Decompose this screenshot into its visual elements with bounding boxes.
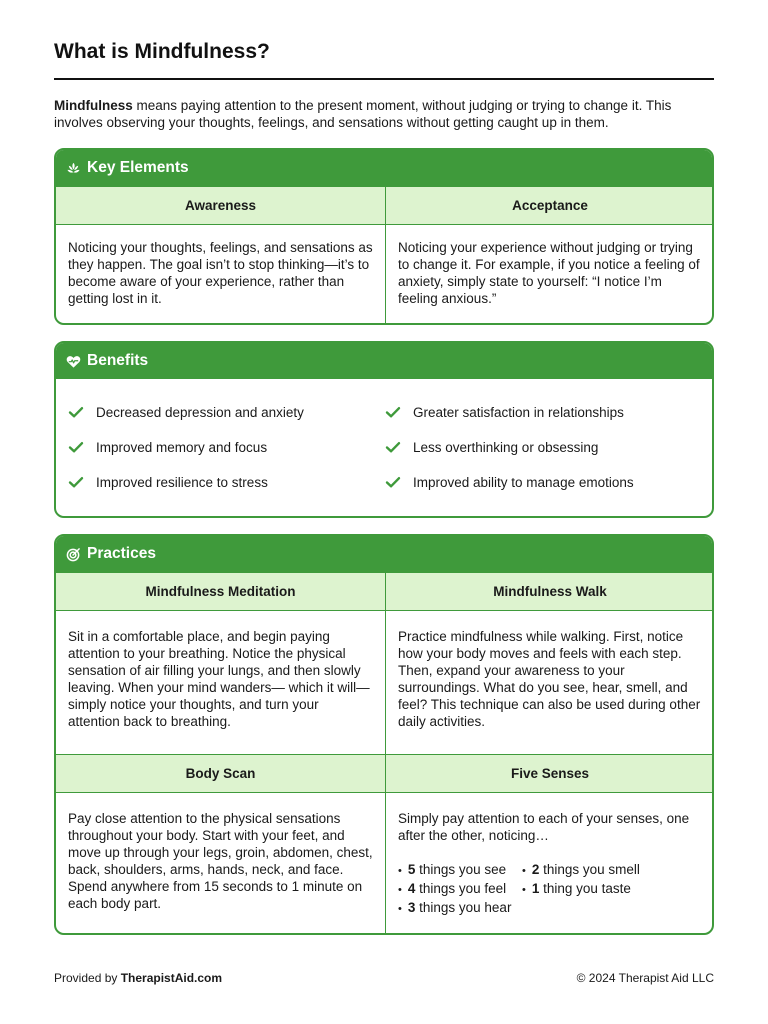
intro-paragraph xyxy=(54,97,714,131)
sense-label: things you see xyxy=(415,862,507,877)
practices-card xyxy=(54,534,714,935)
benefit-label: Improved ability to manage emotions xyxy=(413,474,634,490)
sense-item xyxy=(398,899,522,918)
awareness-heading: Awareness xyxy=(56,186,385,224)
five-senses-list xyxy=(398,861,702,918)
walk-heading: Mindfulness Walk xyxy=(385,572,714,610)
benefit-label: Improved memory and focus xyxy=(96,439,268,455)
benefits-header xyxy=(56,343,712,379)
benefit-item xyxy=(68,460,385,504)
sense-count: 3 xyxy=(407,900,416,915)
check-icon xyxy=(385,404,401,420)
practices-header xyxy=(56,536,712,572)
provided-by xyxy=(54,971,222,985)
sense-label: things you smell xyxy=(539,862,640,877)
check-icon xyxy=(68,439,84,455)
benefit-label: Improved resilience to stress xyxy=(96,474,268,490)
five-senses-text: Simply pay attention to each of your senses, one after the other, noticing… xyxy=(398,811,690,843)
sense-count: 2 xyxy=(531,862,540,877)
benefits-heading: Benefits xyxy=(87,352,149,369)
check-icon xyxy=(68,404,84,420)
acceptance-heading: Acceptance xyxy=(385,186,714,224)
heart-icon xyxy=(65,353,81,369)
key-elements-header xyxy=(56,150,712,186)
sense-label: thing you taste xyxy=(539,881,631,896)
target-icon xyxy=(65,546,81,562)
benefits-card xyxy=(54,341,714,518)
key-elements-heading: Key Elements xyxy=(87,159,189,176)
sense-item xyxy=(398,880,522,899)
body-scan-text: Pay close attention to the physical sensations throughout your body. Start with your feet, and move up through your legs, groin, abdomen, chest, back, shoulders, arms, hands, neck, and face. Spend anywhere from 15 seconds to 1 minute on each body part. xyxy=(56,792,385,935)
check-icon xyxy=(385,474,401,490)
brand-link[interactable]: TherapistAid.com xyxy=(120,971,223,985)
key-elements-card xyxy=(54,148,714,325)
practices-heading: Practices xyxy=(87,545,156,562)
sense-count: 1 xyxy=(531,881,540,896)
check-icon xyxy=(68,474,84,490)
provided-prefix: Provided by xyxy=(54,971,121,985)
page-footer xyxy=(54,971,714,985)
benefit-label: Less overthinking or obsessing xyxy=(413,439,599,455)
sense-label: things you hear xyxy=(415,900,512,915)
sense-item xyxy=(398,861,522,880)
five-senses-cell xyxy=(385,792,714,935)
benefit-label: Greater satisfaction in relationships xyxy=(413,404,624,420)
sense-item xyxy=(522,861,692,880)
benefit-label: Decreased depression and anxiety xyxy=(96,404,304,420)
copyright: © 2024 Therapist Aid LLC xyxy=(576,971,714,985)
sense-count: 5 xyxy=(407,862,416,877)
title-divider xyxy=(54,78,714,80)
sense-item xyxy=(522,880,692,899)
body-scan-heading: Body Scan xyxy=(56,754,385,792)
meditation-heading: Mindfulness Meditation xyxy=(56,572,385,610)
page-title: What is Mindfulness? xyxy=(54,40,270,63)
intro-text: means paying attention to the present moment, without judging or trying to change it. This involves observing your thoughts, feelings, and sensations without getting caught up in them. xyxy=(54,98,672,130)
intro-term: Mindfulness xyxy=(54,98,133,113)
awareness-text: Noticing your thoughts, feelings, and sensations as they happen. The goal isn’t to stop thinking—it’s to become aware of your experience, rather than getting lost in it. xyxy=(56,224,385,323)
meditation-text: Sit in a comfortable place, and begin paying attention to your breathing. Notice the physical sensation of air filling your lungs, and then slowly leaving. When your mind wanders— which it will—simply notice your thoughts, and turn your attention back to breathing. xyxy=(56,610,385,754)
sense-label: things you feel xyxy=(415,881,507,896)
five-senses-heading: Five Senses xyxy=(385,754,714,792)
acceptance-text: Noticing your experience without judging or trying to change it. For example, if you notice a feeling of anxiety, simply state to yourself: “I notice I’m feeling anxious.” xyxy=(385,224,714,323)
lotus-icon xyxy=(65,160,81,176)
benefit-item xyxy=(385,460,702,504)
walk-text: Practice mindfulness while walking. First, notice how your body moves and feels with each step. Then, expand your awareness to your surroundings. What do you see, hear, smell, and feel? This technique can also be used during other daily activities. xyxy=(385,610,714,754)
check-icon xyxy=(385,439,401,455)
sense-count: 4 xyxy=(407,881,416,896)
